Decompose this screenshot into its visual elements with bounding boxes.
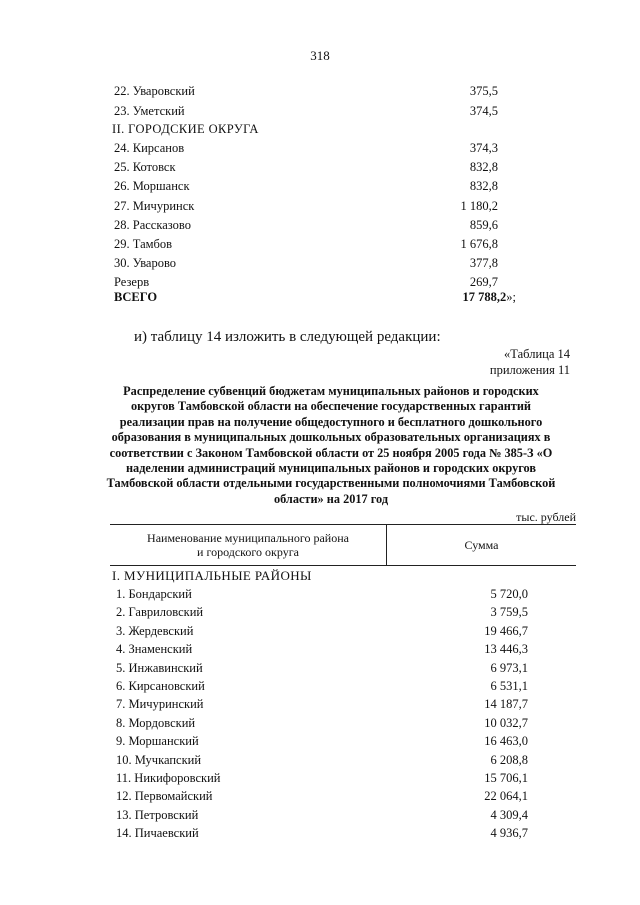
table-reference-line2: приложения 11 (489, 363, 570, 377)
row-name: 1. Бондарский (116, 587, 192, 601)
row-value: 1 676,8 (460, 237, 498, 251)
table-row (0, 237, 640, 255)
row-value: 16 463,0 (484, 734, 528, 749)
row-value: 3 759,5 (490, 605, 528, 620)
total-row (0, 290, 640, 308)
row-value: 4 309,4 (490, 807, 528, 822)
table-row (0, 624, 640, 642)
row-name: 9. Моршанский (116, 734, 199, 749)
table-row (0, 771, 640, 789)
row-name: 30. Уварово (114, 256, 177, 271)
row-value: 375,5 (469, 84, 498, 98)
table-row (0, 160, 640, 178)
row-name: Резерв (114, 275, 150, 290)
row-value: 377,8 (469, 256, 498, 271)
row-value: 6 531,1 (490, 679, 528, 693)
row-name: 27. Мичуринск (114, 198, 195, 213)
table-row (0, 716, 640, 734)
row-value: 269,7 (469, 275, 498, 290)
row-name: 26. Моршанск (114, 179, 190, 194)
amendment-intro: и) таблицу 14 изложить в следующей редакции: (134, 329, 441, 345)
row-value: 22 064,1 (484, 789, 528, 804)
table-row (0, 661, 640, 679)
row-name: 5. Инжавинский (116, 660, 203, 675)
row-name: 22. Уваровский (114, 84, 195, 98)
row-value: 6 208,8 (490, 752, 528, 767)
row-name: 10. Мучкапский (116, 752, 202, 767)
row-name: 24. Кирсанов (114, 141, 185, 155)
table-header (110, 524, 576, 566)
table-row (0, 734, 640, 752)
header-name-column (110, 525, 387, 565)
row-name: 12. Первомайский (116, 789, 213, 804)
row-name: 25. Котовск (114, 160, 176, 175)
row-value: 15 706,1 (484, 771, 528, 785)
header-name-line2: и городского округа (197, 545, 299, 559)
table-row (0, 104, 640, 122)
table-row (0, 697, 640, 715)
row-value: 5 720,0 (490, 587, 528, 601)
row-name: 28. Рассказово (114, 217, 191, 232)
row-value: 859,6 (469, 217, 498, 232)
units-label: тыс. рублей (516, 510, 576, 524)
row-name: 2. Гавриловский (116, 605, 204, 620)
table-row (0, 679, 640, 697)
row-name: 29. Тамбов (114, 237, 173, 251)
row-name: 11. Никифоровский (116, 771, 221, 785)
row-name: 7. Мичуринский (116, 697, 204, 712)
header-sum-column: Сумма (464, 537, 499, 552)
table-title: Распределение субвенций бюджетам муниципальных районов и городских округов Тамбовской области на обеспечение государственных гарантий реализации прав на получение общедоступного и бесплатного дошкольного образования в муниципальных дошкольных образовательных организациях в соответствии с Законом Тамбовской области от 25 ноября 2005 года № 385-З «О наделении администраций муниципальных районов и городских округов Тамбовской области отдельными государственными полномочиями Тамбовской области» на 2017 год (106, 384, 556, 506)
row-value: 832,8 (469, 179, 498, 194)
table-row (0, 605, 640, 623)
row-value: 6 973,1 (490, 660, 528, 675)
table-row (0, 218, 640, 236)
row-value: 10 032,7 (484, 715, 528, 730)
table-row (0, 642, 640, 660)
row-name: 13. Петровский (116, 807, 199, 822)
page-number: 318 (310, 48, 330, 63)
table-row (0, 141, 640, 159)
table-reference (490, 346, 570, 378)
table-row (0, 789, 640, 807)
section-urban-heading: II. ГОРОДСКИЕ ОКРУГА (112, 122, 259, 136)
row-value: 13 446,3 (484, 642, 528, 657)
table-row (0, 84, 640, 102)
table-row (0, 179, 640, 197)
row-value: 4 936,7 (490, 826, 528, 841)
table-row (0, 256, 640, 274)
table-row (0, 753, 640, 771)
table-row (0, 826, 640, 844)
table-row (0, 808, 640, 826)
row-value: 19 466,7 (484, 623, 528, 638)
row-name: 14. Пичаевский (116, 826, 199, 841)
total-value: 17 788,2»; (462, 290, 516, 304)
table-row (0, 587, 640, 605)
section-municipal-heading: I. МУНИЦИПАЛЬНЫЕ РАЙОНЫ (112, 568, 312, 583)
row-name: 6. Кирсановский (116, 679, 205, 693)
row-value: 14 187,7 (484, 697, 528, 712)
row-value: 832,8 (469, 160, 498, 175)
row-value: 1 180,2 (460, 198, 498, 213)
row-name: 8. Мордовский (116, 715, 196, 730)
total-label: ВСЕГО (114, 290, 158, 304)
row-name: 3. Жердевский (116, 623, 194, 638)
row-name: 23. Уметский (114, 103, 185, 118)
row-name: 4. Знаменский (116, 642, 193, 657)
row-value: 374,5 (469, 103, 498, 118)
row-value: 374,3 (469, 141, 498, 155)
table-reference-line1: «Таблица 14 (504, 347, 570, 361)
table-row (0, 199, 640, 217)
header-name-line1: Наименование муниципального района (147, 531, 349, 545)
